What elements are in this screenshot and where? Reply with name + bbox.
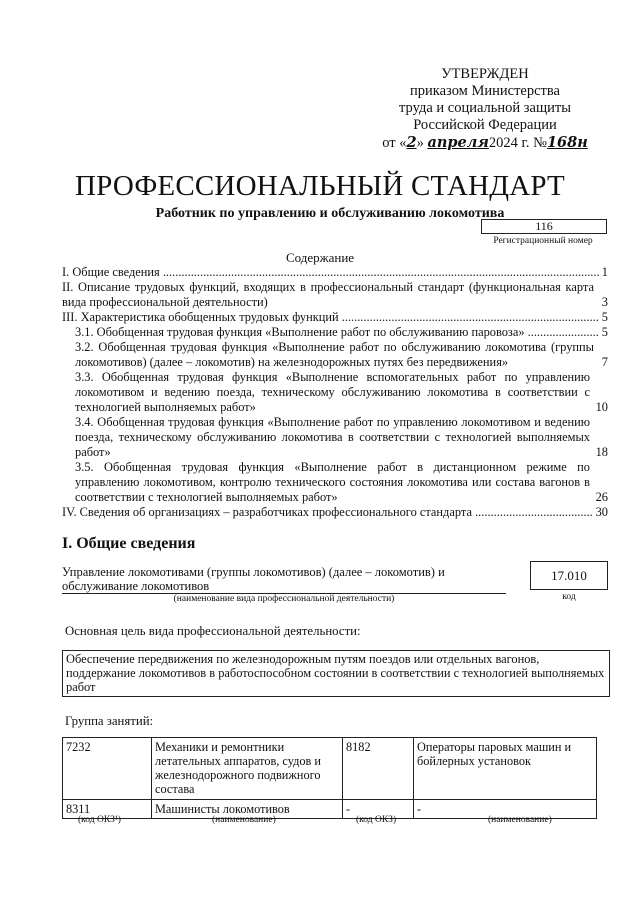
order-number: 168н: [546, 134, 588, 151]
approval-date-line: [380, 134, 590, 152]
toc-item-page: 18: [593, 445, 608, 460]
toc-item-text: 3.2. Обобщенная трудовая функция «Выполнение работ по обслуживанию локомотива (группы локомотивов) (далее – локомотив) на железнодорожных путях без передвижения»: [75, 340, 594, 369]
occupation-name-cell: -: [414, 800, 597, 819]
occupation-name-cell: Механики и ремонтники летательных аппаратов, судов и железнодорожного подвижного состава: [152, 738, 343, 800]
toc-item-text: IV. Сведения об организациях – разработчиках профессионального стандарта: [62, 505, 472, 519]
toc-item-text: I. Общие сведения: [62, 265, 160, 279]
toc-item-page: 3: [599, 295, 608, 310]
occupation-group-table: [62, 737, 597, 819]
activity-caption: (наименование вида профессиональной деятельности): [173, 594, 395, 604]
toc-item-page: 26: [593, 490, 608, 505]
table-of-contents: [62, 265, 608, 520]
toc-item-page: 5: [599, 310, 608, 325]
toc-item-text: 3.3. Обобщенная трудовая функция «Выполнение вспомогательных работ по управлению локомотивом и ведению поезда, техническому обслуживанию локомотива в соответствии с технологией выполняемых работ»: [75, 370, 590, 414]
caption-okz-code: (код ОКЗ¹): [78, 815, 121, 825]
toc-item-text: II. Описание трудовых функций, входящих в профессиональный стандарт (функциональная карта вида профессиональной деятельности): [62, 280, 594, 309]
toc-item-page: 10: [593, 400, 608, 415]
activity-code-box: 17.010: [530, 561, 608, 590]
occupation-name-cell: Машинисты локомотивов: [152, 800, 343, 819]
okz-code-cell: 8182: [343, 738, 414, 800]
approval-line-2: приказом Министерства: [410, 83, 560, 99]
toc-item-text: 3.1. Обобщенная трудовая функция «Выполнение работ по обслуживанию паровоза»: [75, 325, 525, 339]
registration-number-box: 116: [481, 219, 607, 234]
toc-item[interactable]: [62, 415, 608, 460]
approval-line-4: Российской Федерации: [413, 117, 557, 133]
caption-name: (наименование): [488, 815, 552, 825]
activity-code-label: код: [562, 592, 576, 602]
date-day: 2: [406, 134, 417, 151]
date-prefix: от «: [382, 135, 407, 151]
toc-item-page: 5: [599, 325, 608, 340]
registration-number-label: Регистрационный номер: [493, 236, 593, 246]
occupation-name-cell: Операторы паровых машин и бойлерных установок: [414, 738, 597, 800]
okz-code-cell: -: [343, 800, 414, 819]
date-mid: »: [416, 135, 424, 151]
goal-text-box: Обеспечение передвижения по железнодорожным путям поездов или отдельных вагонов, поддержание локомотивов в работоспособном состоянии в соответствии с технологией выполняемых работ: [62, 650, 610, 697]
toc-item[interactable]: [62, 340, 608, 370]
approval-heading: УТВЕРЖДЕН: [441, 66, 529, 82]
toc-item-page: 30: [593, 505, 608, 520]
approval-block: [380, 66, 590, 152]
occupation-group-label: Группа занятий:: [65, 714, 154, 728]
toc-item-text: III. Характеристика обобщенных трудовых функций: [62, 310, 339, 324]
activity-name: Управление локомотивами (группы локомотивов) (далее – локомотив) и обслуживание локомотивов: [62, 565, 445, 593]
caption-name: (наименование): [212, 815, 276, 825]
table-row: [63, 738, 597, 800]
toc-item[interactable]: [62, 310, 608, 325]
toc-item-page: 1: [599, 265, 608, 280]
toc-item[interactable]: [62, 505, 608, 520]
contents-heading: Содержание: [285, 250, 355, 265]
caption-okz-code: (код ОКЗ): [356, 815, 397, 825]
toc-item[interactable]: [62, 265, 608, 280]
date-month: апреля: [427, 134, 489, 151]
goal-label: Основная цель вида профессиональной деятельности:: [65, 624, 361, 638]
approval-line-3: труда и социальной защиты: [399, 100, 571, 116]
toc-item-text: 3.4. Обобщенная трудовая функция «Выполнение работ по управлению локомотивом и ведению поезда, техническому обслуживанию локомотива в соответствии с технологией выполняемых работ»: [75, 415, 590, 459]
toc-item[interactable]: [62, 460, 608, 505]
toc-item-text: 3.5. Обобщенная трудовая функция «Выполнение работ в дистанционном режиме по управлению локомотивом, контролю технического состояния локомотива или состава вагонов в соответствии с технологией выполняемых работ»: [75, 460, 590, 504]
okz-code-cell: 7232: [63, 738, 152, 800]
section-heading: I. Общие сведения: [62, 535, 196, 552]
toc-item[interactable]: [62, 370, 608, 415]
document-subtitle: Работник по управлению и обслуживанию локомотива: [155, 206, 505, 221]
toc-item[interactable]: [62, 325, 608, 340]
toc-item[interactable]: [62, 280, 608, 310]
okz-code-cell: 8311: [63, 800, 152, 819]
date-year: 2024 г. №: [488, 135, 547, 151]
document-title: ПРОФЕССИОНАЛЬНЫЙ СТАНДАРТ: [75, 170, 565, 202]
toc-item-page: 7: [599, 355, 608, 370]
